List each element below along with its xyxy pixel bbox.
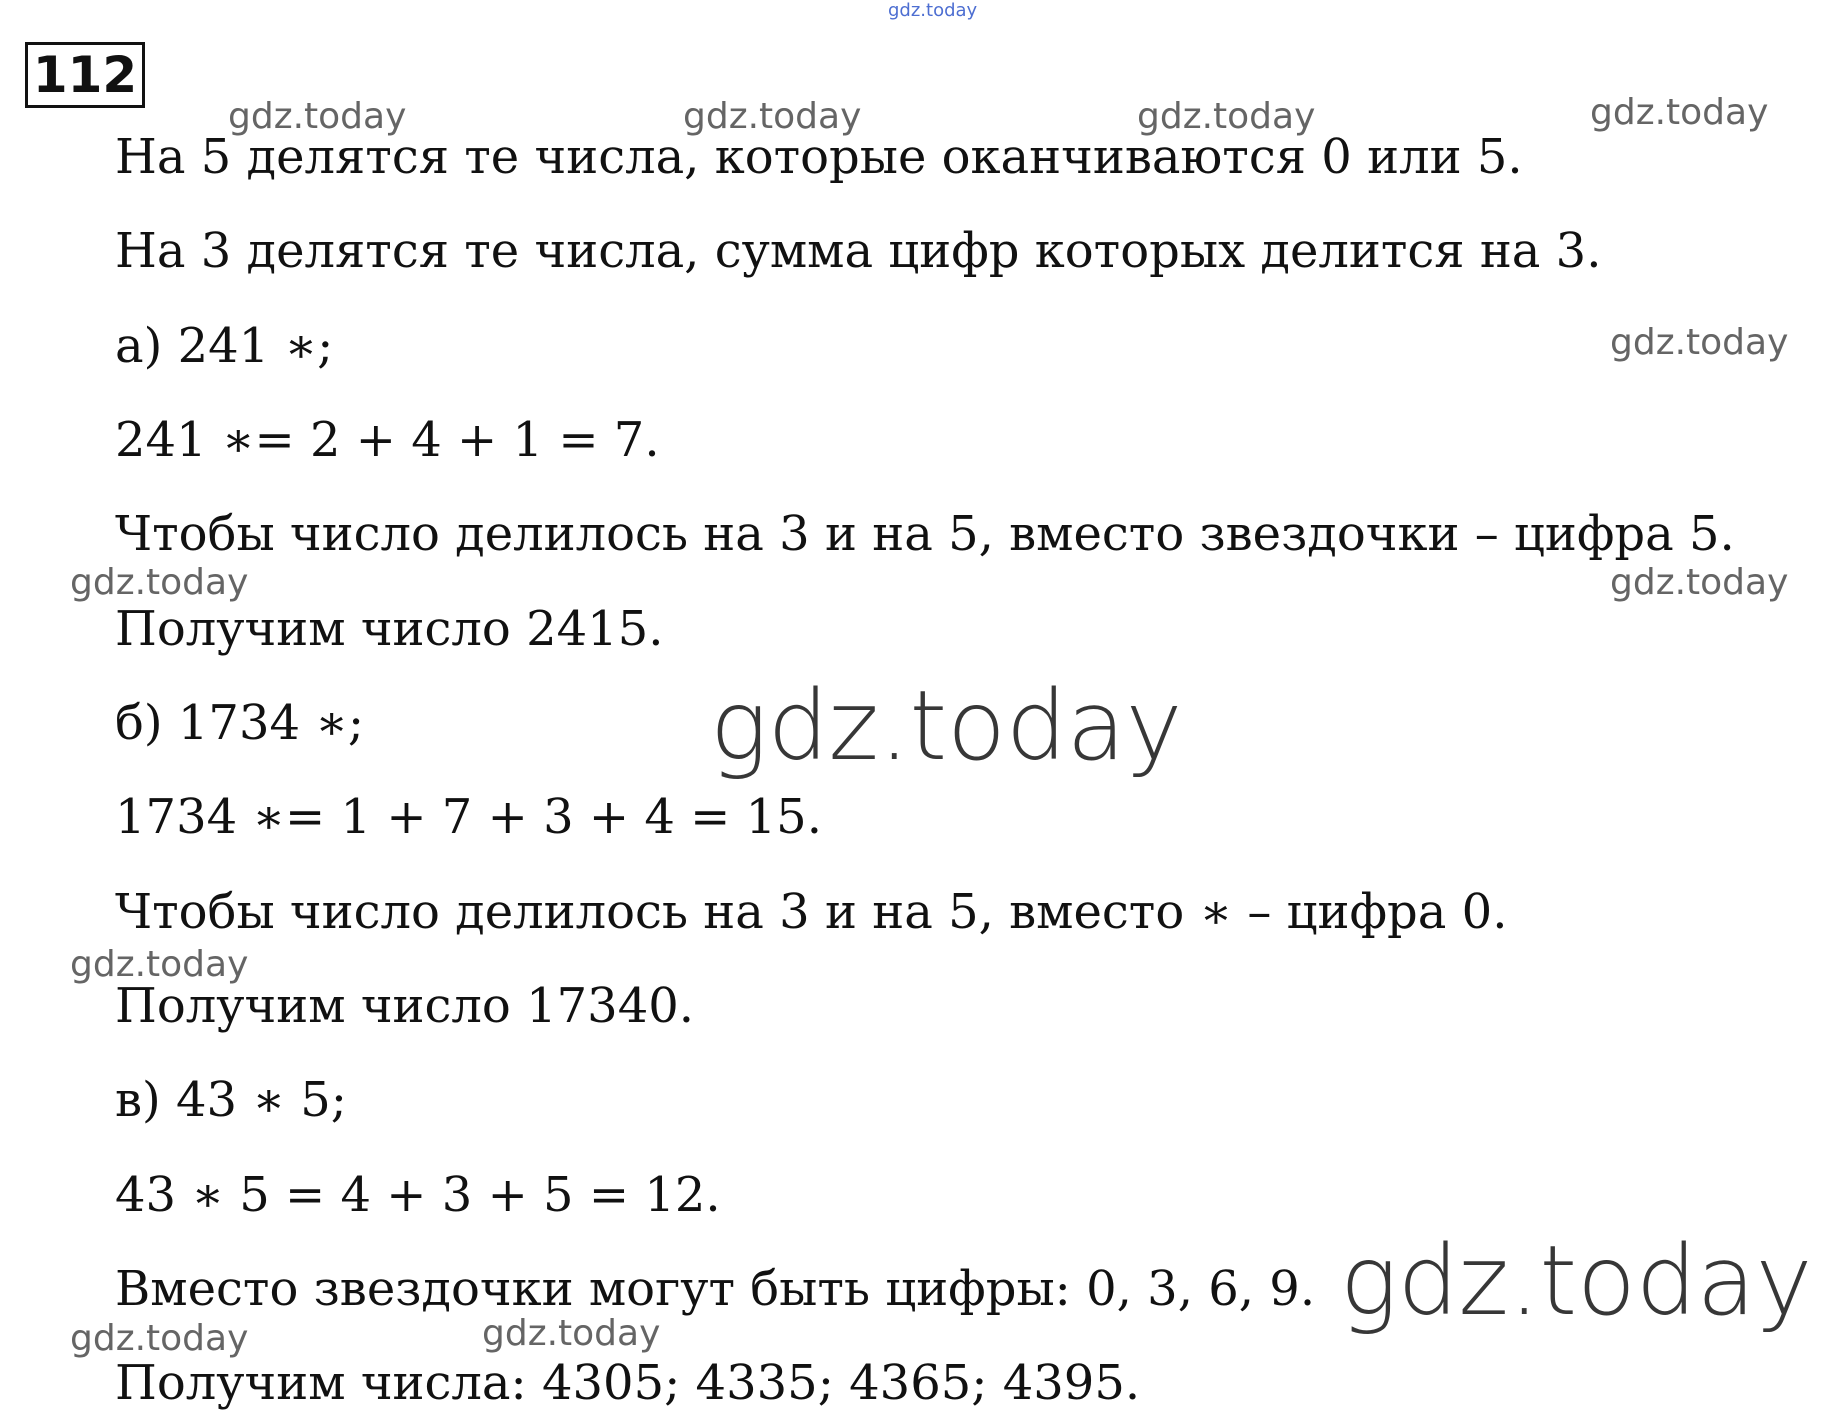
text-line-10: Получим число 17340. xyxy=(115,978,695,1034)
text-line-7: б) 1734 ∗; xyxy=(115,695,365,751)
watermark-text: gdz.today xyxy=(70,562,249,603)
watermark-text: gdz.today xyxy=(683,96,862,137)
text-line-6: Получим число 2415. xyxy=(115,601,664,657)
watermark-text: gdz.today xyxy=(1610,322,1789,363)
watermark-text: gdz.today xyxy=(482,1313,661,1354)
text-line-1: На 5 делятся те числа, которые оканчиваются 0 или 5. xyxy=(115,129,1523,185)
text-line-11: в) 43 ∗ 5; xyxy=(115,1072,347,1128)
watermark-text: gdz.today xyxy=(1610,562,1789,603)
text-line-4: 241 ∗= 2 + 4 + 1 = 7. xyxy=(115,412,660,468)
text-line-3: а) 241 ∗; xyxy=(115,318,334,374)
text-line-8: 1734 ∗= 1 + 7 + 3 + 4 = 15. xyxy=(115,789,822,845)
watermark-text: gdz.today xyxy=(1340,1225,1813,1337)
watermark-text: gdz.today xyxy=(70,944,249,985)
watermark-text: gdz.today xyxy=(228,96,407,137)
text-line-9: Чтобы число делилось на 3 и на 5, вместо ∗ – цифра 0. xyxy=(115,884,1508,940)
watermark-text: gdz.today xyxy=(70,1318,249,1359)
text-line-13: Вместо звездочки могут быть цифры: 0, 3, 6, 9. xyxy=(115,1261,1316,1317)
watermark-text: gdz.today xyxy=(710,670,1183,782)
text-line-14: Получим числа: 4305; 4335; 4365; 4395. xyxy=(115,1355,1141,1411)
watermark-text: gdz.today xyxy=(888,0,978,21)
watermark-text: gdz.today xyxy=(1137,96,1316,137)
text-line-2: На 3 делятся те числа, сумма цифр которых делится на 3. xyxy=(115,223,1602,279)
text-line-12: 43 ∗ 5 = 4 + 3 + 5 = 12. xyxy=(115,1167,721,1223)
text-line-5: Чтобы число делилось на 3 и на 5, вместо звездочки – цифра 5. xyxy=(115,506,1735,562)
problem-number: 112 xyxy=(25,42,145,108)
watermark-text: gdz.today xyxy=(1590,92,1769,133)
